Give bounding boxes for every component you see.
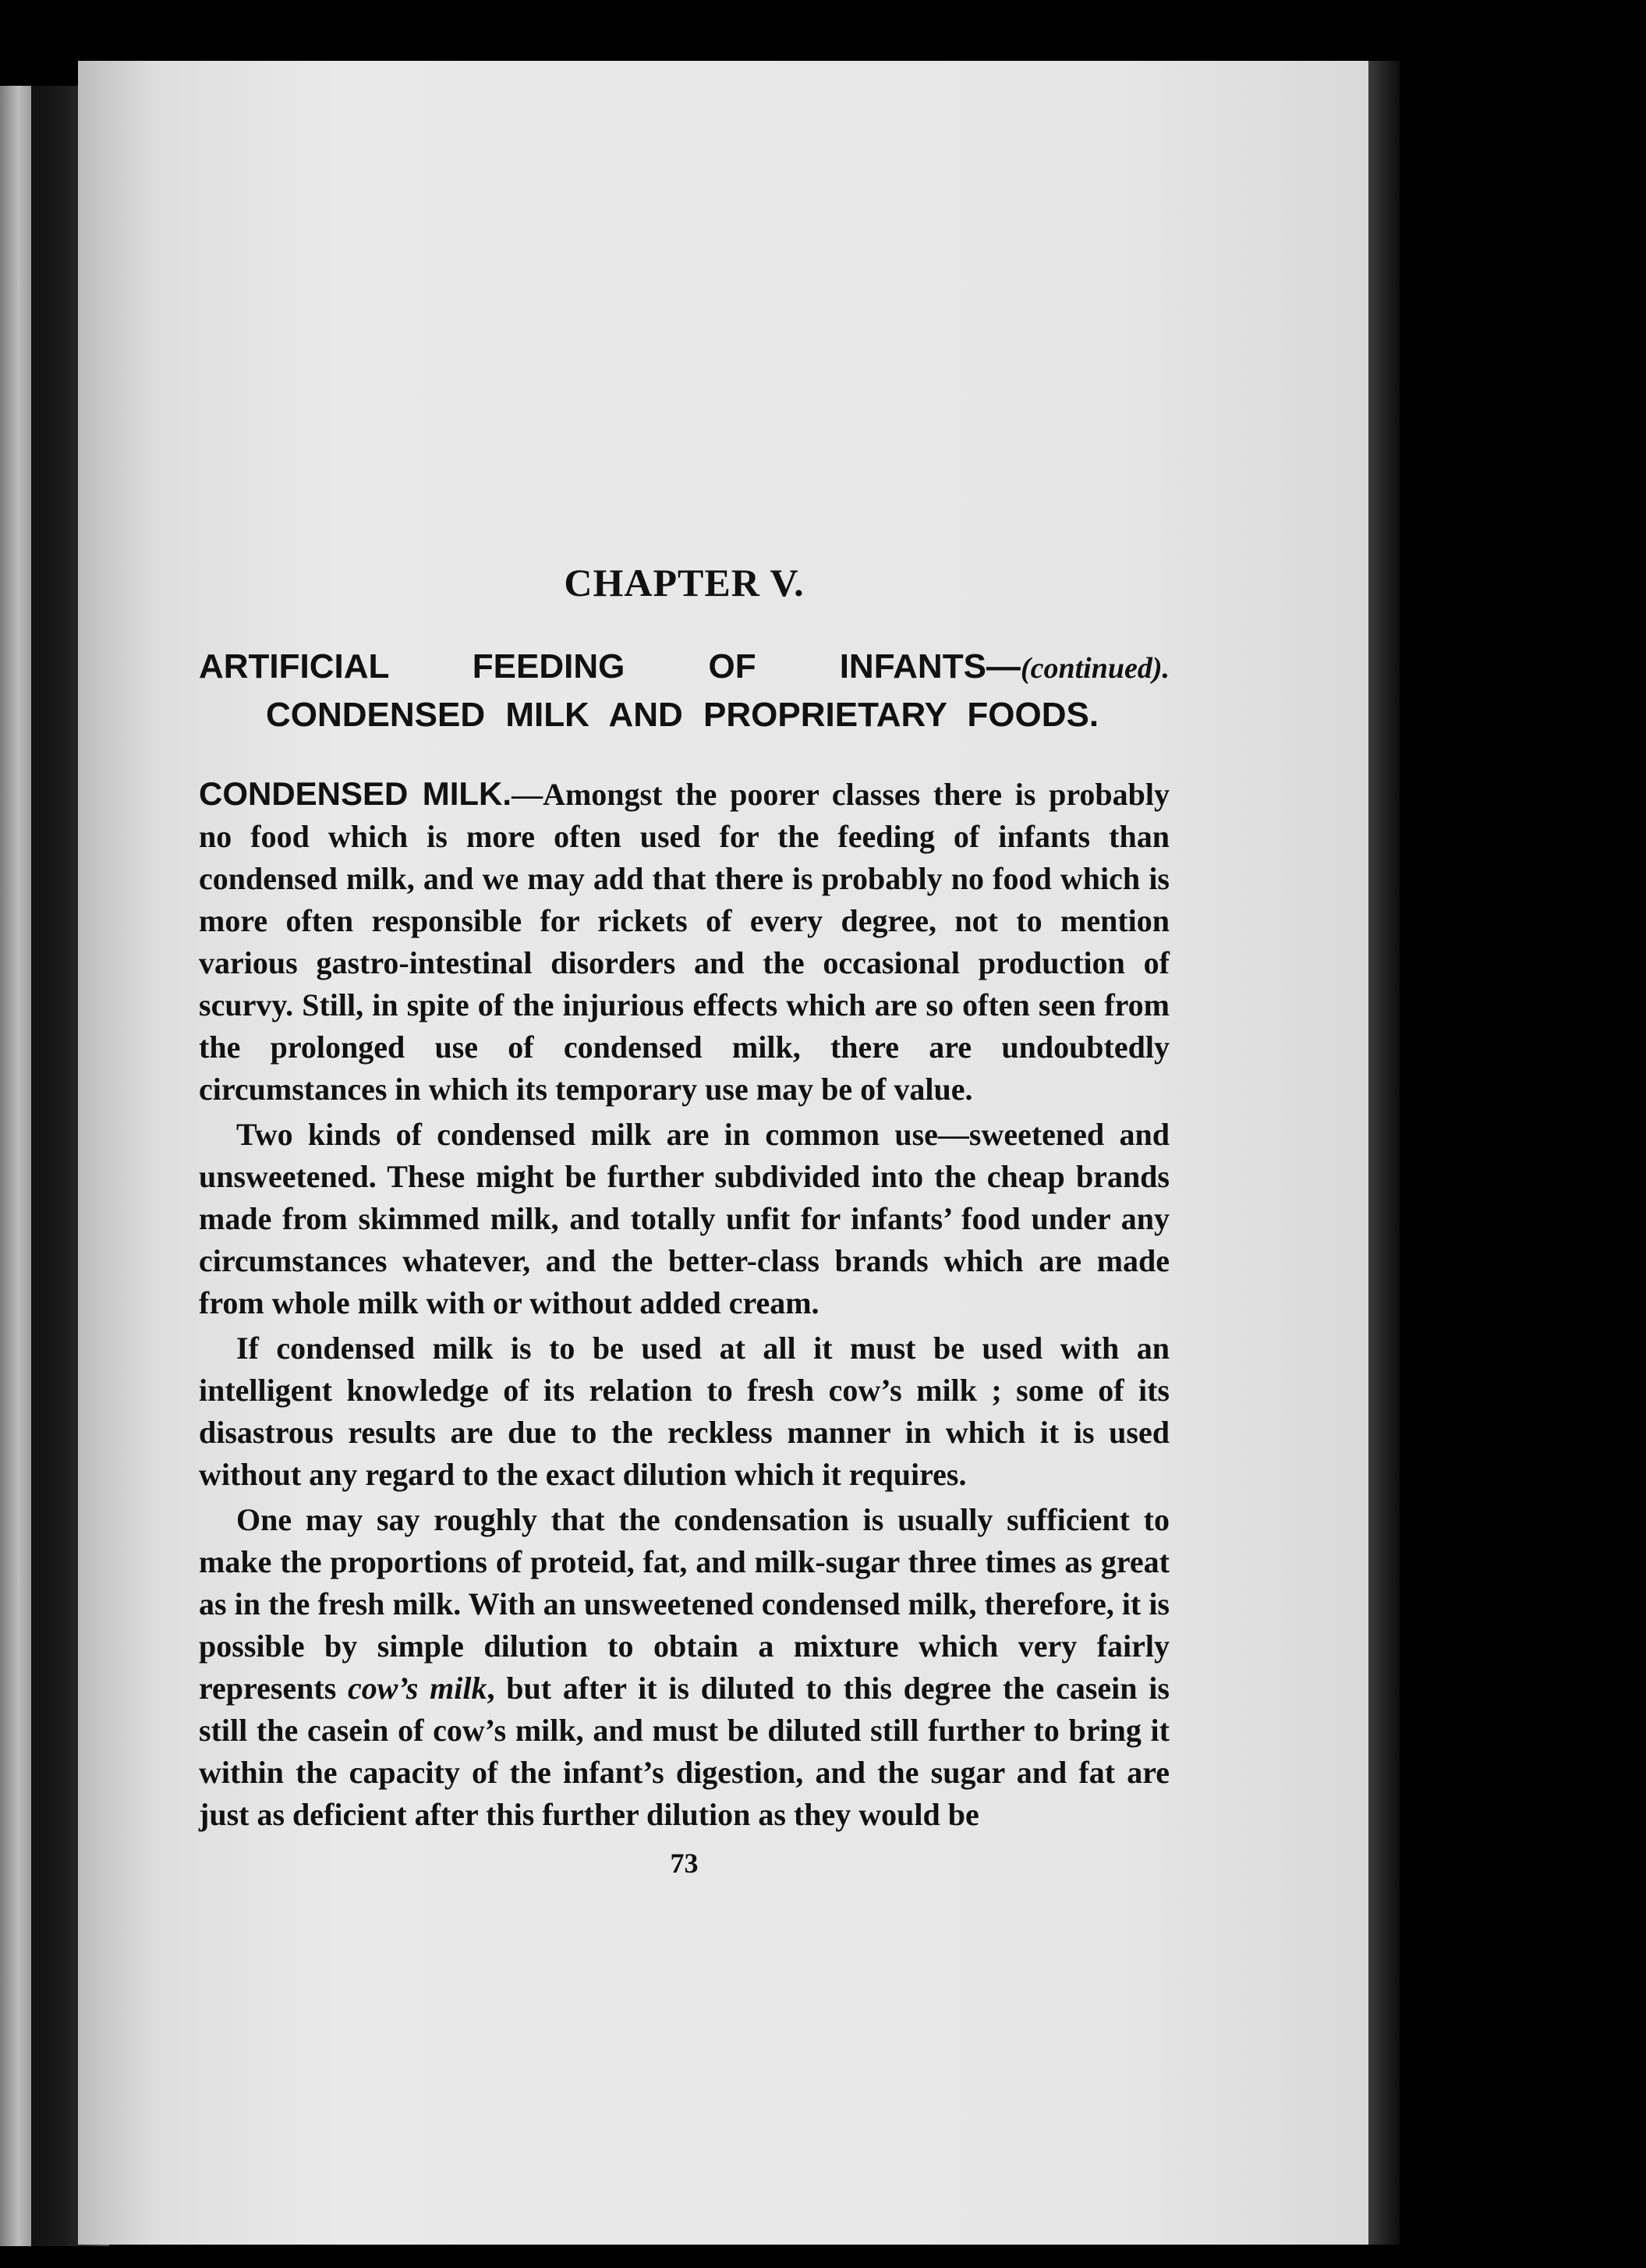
emphasis-text: cow’s milk	[348, 1671, 487, 1706]
page-number: 73	[670, 1848, 699, 1879]
paragraph-3: If condensed milk is to be used at all it must be used with an intelligent knowledge of its relation to fresh cow’s milk ; some of its disastrous results are due to the reckless manner in which it is used without any regard to the exact dilution which it requires.	[199, 1331, 1170, 1492]
section-heading-main: ARTIFICIAL FEEDING OF INFANTS—	[199, 647, 1021, 686]
section-heading-sub: CONDENSED MILK AND PROPRIETARY FOODS.	[266, 696, 1099, 734]
chapter-title: CHAPTER V.	[564, 561, 805, 604]
page-edge-shadow	[1368, 61, 1400, 2245]
paragraph-text: —Amongst the poorer classes there is probably no food which is more often used for the feeding of infants than condensed milk, and we may add that there is probably no food which is more often responsible for rickets of every degree, not to mention various gastro-intestinal disorders and the occasional production of scurvy. Still, in spite of the injurious effects which are so often seen from the prolonged use of condensed milk, there are undoubtedly circumstances in which its temporary use may be of value.	[199, 777, 1170, 1107]
paragraph-4	[199, 1499, 1170, 1836]
paragraph-2: Two kinds of condensed milk are in common use—sweetened and unsweetened. These might be further subdivided into the cheap brands made from skimmed milk, and totally unfit for infants’ food under any circumstances whatever, and the better-class brands which are made from whole milk with or without added cream.	[199, 1117, 1170, 1320]
paragraph-text: , but after it is diluted to this degree the casein is still the casein of cow’s milk, and must be diluted still further to bring it within the capacity of the infant’s digestion, and the sugar and fat are just as deficient after this further dilution as they would be	[199, 1671, 1170, 1832]
page-text	[199, 562, 1170, 1880]
section-heading-continued: (continued).	[1020, 652, 1170, 685]
paragraph-1	[199, 773, 1170, 1111]
paragraph-lead: CONDENSED MILK.	[199, 775, 512, 812]
section-heading	[199, 643, 1170, 739]
paragraph-text: One may say roughly that the condensation is usually sufficient to make the proportions of proteid, fat, and milk-sugar three times as great as in the fresh milk. With an unsweetened condensed milk, therefore, it is possible by simple dilution to obtain a mixture which very fairly represents	[199, 1502, 1170, 1706]
adjacent-page-edge	[0, 86, 31, 2246]
